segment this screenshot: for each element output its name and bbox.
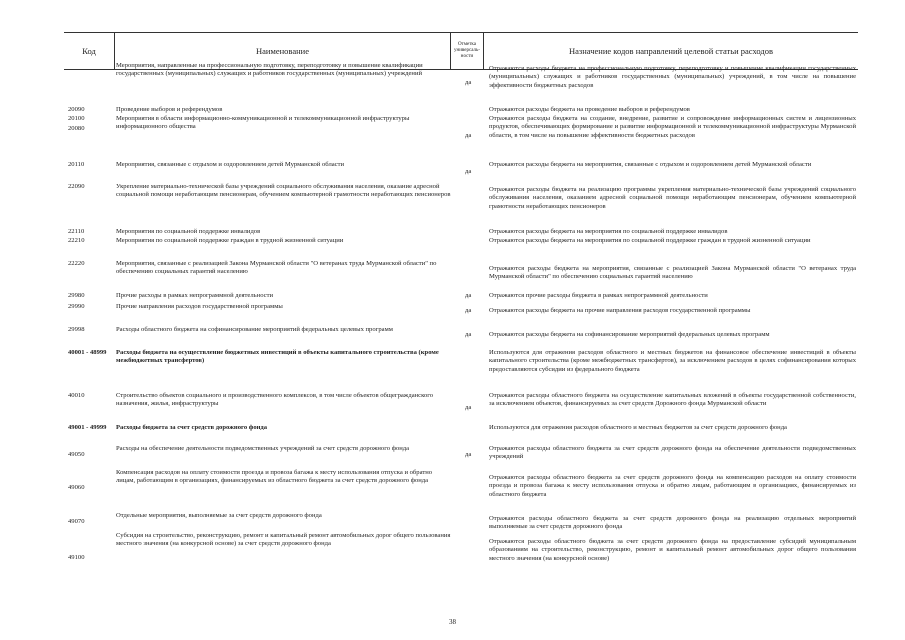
row-purpose: Отражаются расходы бюджета на софинансирование мероприятий федеральных целевых программ: [489, 331, 770, 338]
row-purpose: Отражаются расходы областного бюджета за счет средств дорожного фонда на реализацию отдельных мероприятий выполняемые за счет средств дорожного фонда: [489, 515, 856, 531]
row-universality-mark: да: [465, 79, 472, 86]
row-name: Отдельные мероприятия, выполняемые за счет средств дорожного фонда: [116, 512, 322, 519]
row-purpose: Отражаются расходы бюджета на создание, внедрение, развитие и сопровождение информационных систем и лицензионных продуктов, обеспечивающих формирование и развитие информационной и телекоммуникационной инфраструктуры Мурманской области, в том числе на повышение эффективности бюджетных расходов: [489, 115, 856, 139]
row-universality-mark: да: [465, 404, 472, 411]
row-purpose: Отражаются расходы областного бюджета за счет средств дорожного фонда на предоставление субсидий муниципальным образованиям на строительство, реконструкцию, ремонт и капитальный ремонт автомобильных дорог общего пользования местного значения (на конкурсной основе): [489, 538, 856, 562]
row-purpose: Отражаются расходы бюджета на мероприятия, связанные с отдыхом и оздоровлением детей Мурманской области: [489, 161, 812, 168]
row-code: 40001 - 48999: [68, 349, 107, 356]
header-name: Наименование: [256, 45, 309, 56]
row-code: 22110: [68, 228, 85, 235]
row-purpose: Отражаются расходы областного бюджета за счет средств дорожного фонда на обеспечение деятельности подведомственных учреждений: [489, 445, 856, 461]
row-code: 29998: [68, 326, 85, 333]
row-purpose: Отражаются расходы бюджета на проведение выборов и референдумов: [489, 106, 690, 113]
row-purpose: Используются для отражения расходов областного и местных бюджетов на финансовое обеспечение инвестиций в объекты капитального строительства (кроме межбюджетных трансфертов), за исключением расходов в целях софинансирования которых предоставляются субсидии из федерального бюджета: [489, 349, 856, 373]
header-purpose: Назначение кодов направлений целевой статьи расходов: [568, 45, 773, 56]
row-name: Строительство объектов социального и производственного комплексов, в том числе объектов общегражданского назначения, жилья, инфраструктуры: [116, 392, 434, 408]
row-universality-mark: да: [465, 168, 472, 175]
row-name: Мероприятия, связанные с отдыхом и оздоровлением детей Мурманской области: [116, 161, 345, 168]
row-code: 20090: [68, 106, 85, 113]
row-code: 20080: [68, 125, 85, 132]
row-universality-mark: да: [465, 451, 472, 458]
header-code: Код: [82, 45, 96, 56]
row-purpose: Отражаются расходы бюджета на профессиональную подготовку, переподготовку и повышение квалификации государственных (муниципальных) служащих и работников государственных (муниципальных) учреждений, в том числе на повышение эффективности бюджетных расходов: [489, 65, 856, 89]
row-code: 49070: [68, 518, 85, 525]
row-name: Мероприятия по социальной поддержке граждан в трудной жизненной ситуации: [116, 237, 344, 244]
row-code: 29980: [68, 292, 85, 299]
row-code: 22090: [68, 183, 85, 190]
row-name: Мероприятия, связанные с реализацией Закона Мурманской области "О ветеранах труда Мурманской области" по обеспечению социальных гарантий населению: [116, 260, 437, 276]
row-name: Субсидия на строительство, реконструкцию, ремонт и капитальный ремонт автомобильных дорог общего пользования местного значения (на конкурсной основе) за счет средств дорожного фонда: [116, 532, 451, 548]
row-purpose: Используются для отражения расходов областного и местных бюджетов за счет средств дорожного фонда: [489, 424, 787, 431]
row-purpose: Отражаются расходы областного бюджета на осуществление капитальных вложений в объекты государственной собственности, за исключением объектов, финансируемых за счет средств Дорожного фонда Мурманской области: [489, 392, 856, 408]
row-purpose: Отражаются расходы областного бюджета за счет средств дорожного фонда на компенсацию расходов на оплату стоимости проезда и провоза багажа к месту использования отпуска и обратно лицам, работающим в организациях, финансируемых из областного бюджета: [489, 474, 856, 498]
row-name: Укрепление материально-технической базы учреждений социального обслуживания населения, оказание адресной социальной помощи неработающим пенсионерам, обучением компьютерной грамотности неработающих пенсионеров: [116, 183, 451, 199]
row-code: 49050: [68, 451, 85, 458]
row-code: 49060: [68, 484, 85, 491]
row-name: Расходы областного бюджета на софинансирование мероприятий федеральных целевых программ: [116, 326, 393, 333]
row-name: Мероприятия по социальной поддержке инвалидов: [116, 228, 261, 235]
row-universality-mark: да: [465, 307, 472, 314]
row-code: 40010: [68, 392, 85, 399]
row-code: 22220: [68, 260, 85, 267]
row-name: Расходы бюджета на осуществление бюджетных инвестиций в объекты капитального строительства (кроме межбюджетных трансфертов): [116, 349, 439, 365]
page-number: 38: [449, 618, 456, 626]
row-name: Проведение выборов и референдумов: [116, 106, 223, 113]
row-code: 22210: [68, 237, 85, 244]
row-name: Мероприятия, направленные на профессиональную подготовку, переподготовку и повышение квалификации государственных (муниципальных) служащих и работников государственных (муниципальных) учреждений: [116, 62, 423, 78]
row-name: Расходы бюджета за счет средств дорожного фонда: [116, 424, 268, 431]
row-code: 20110: [68, 161, 85, 168]
row-code: 29990: [68, 303, 85, 310]
row-universality-mark: да: [465, 331, 472, 338]
row-name: Прочие расходы в рамках непрограммной деятельности: [116, 292, 273, 299]
row-universality-mark: да: [465, 132, 472, 139]
row-universality-mark: да: [465, 292, 472, 299]
header-universality-mark: Отметка универсаль-ности: [454, 41, 480, 59]
row-purpose: Отражаются расходы бюджета на мероприятия по социальной поддержке инвалидов: [489, 228, 728, 235]
row-code: 20100: [68, 115, 85, 122]
row-purpose: Отражаются расходы бюджета на реализацию программы укрепления материально-технической базы учреждений социального обслуживания населения, оказанием адресной социальной помощи неработающим пенсионерам, обучением компьютерной грамотности неработающих пенсионеров: [489, 186, 856, 210]
row-purpose: Отражаются расходы бюджета на мероприятия, связанные с реализацией Закона Мурманской области "О ветеранах труда Мурманской области" по обеспечению социальных гарантий населению: [489, 265, 856, 281]
row-purpose: Отражаются расходы бюджета на прочие направления расходов государственной программы: [489, 307, 751, 314]
row-name: Расходы на обеспечение деятельности подведомственных учреждений за счет средств дорожного фонда: [116, 445, 410, 452]
row-purpose: Отражаются расходы бюджета на мероприятия по социальной поддержке граждан в трудной жизненной ситуации: [489, 237, 811, 244]
row-name: Мероприятия в области информационно-коммуникационной и телекоммуникационной инфраструктуры информационного общества: [116, 115, 410, 131]
row-purpose: Отражаются прочие расходы бюджета в рамках непрограммной деятельности: [489, 292, 708, 299]
row-name: Прочие направления расходов государственной программы: [116, 303, 283, 310]
row-code: 49001 - 49999: [68, 424, 107, 431]
row-name: Компенсация расходов на оплату стоимости проезда и провоза багажа к месту использования отпуска и обратно лицам, работающим в организациях, финансируемых из областного бюджета за счет средств дорожного фонда: [116, 469, 433, 485]
row-code: 49100: [68, 554, 85, 561]
